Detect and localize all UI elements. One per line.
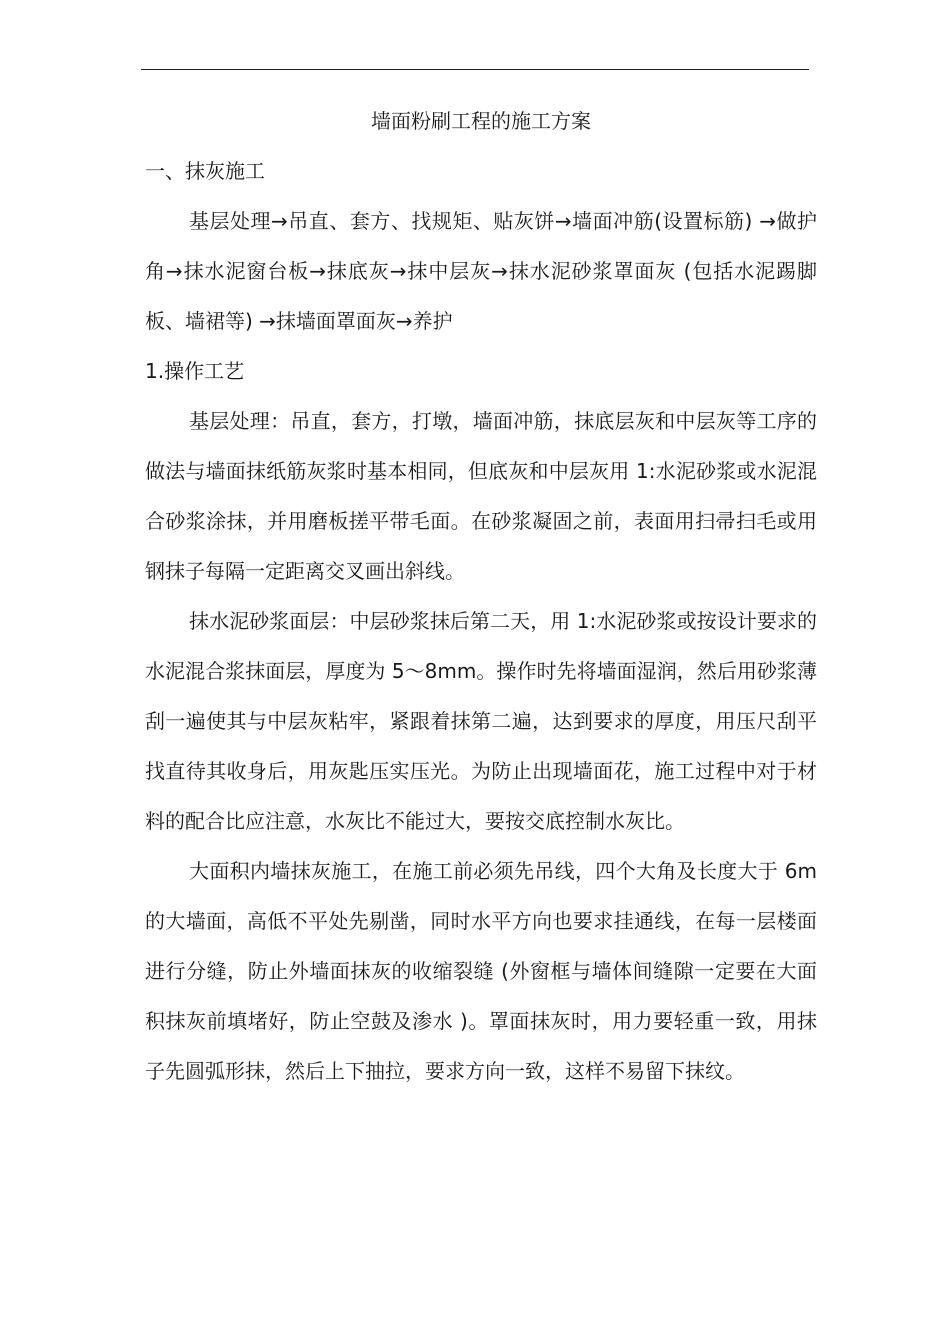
base-treatment-paragraph: 基层处理：吊直，套方，打墩，墙面冲筋，抹底层灰和中层灰等工序的做法与墙面抹纸筋灰浆时基本相同，但底灰和中层灰用 1:水泥砂浆或水泥混合砂浆涂抹，并用磨板搓平带毛面。在砂浆凝固之前，表面用扫帚扫毛或用钢抹子每隔一定距离交叉画出斜线。 [145,409,817,583]
subsection-heading-operation: 1.操作工艺 [145,359,245,383]
process-flow-paragraph: 基层处理→吊直、套方、找规矩、贴灰饼→墙面冲筋(设置标筋) →做护角→抹水泥窗台板→抹底灰→抹中层灰→抹水泥砂浆罩面灰 (包括水泥踢脚板、墙裙等) →抹墙面罩面灰→养护 [145,209,817,333]
document-body [145,96,817,1096]
large-area-plastering-paragraph: 大面积内墙抹灰施工，在施工前必须先吊线，四个大角及长度大于 6m 的大墙面，高低不平处先剔凿，同时水平方向也要求挂通线，在每一层楼面进行分缝，防止外墙面抹灰的收缩裂缝 (外窗框与墙体间缝隙一定要在大面积抹灰前填堵好，防止空鼓及渗水 )。罩面抹灰时，用力要轻重一致，用抹子先圆弧形抹，然后上下抽拉，要求方向一致，这样不易留下抹纹。 [145,859,817,1083]
cement-surface-paragraph: 抹水泥砂浆面层：中层砂浆抹后第二天，用 1:水泥砂浆或按设计要求的水泥混合浆抹面层，厚度为 5～8mm。操作时先将墙面湿润，然后用砂浆薄刮一遍使其与中层灰粘牢，紧跟着抹第二遍，达到要求的厚度，用压尺刮平找直待其收身后，用灰匙压实压光。为防止出现墙面花，施工过程中对于材料的配合比应注意，水灰比不能过大，要按交底控制水灰比。 [145,609,817,833]
document-title: 墙面粉刷工程的施工方案 [371,109,591,133]
section-heading-plastering: 一、抹灰施工 [145,159,265,183]
header-rule [141,69,809,70]
